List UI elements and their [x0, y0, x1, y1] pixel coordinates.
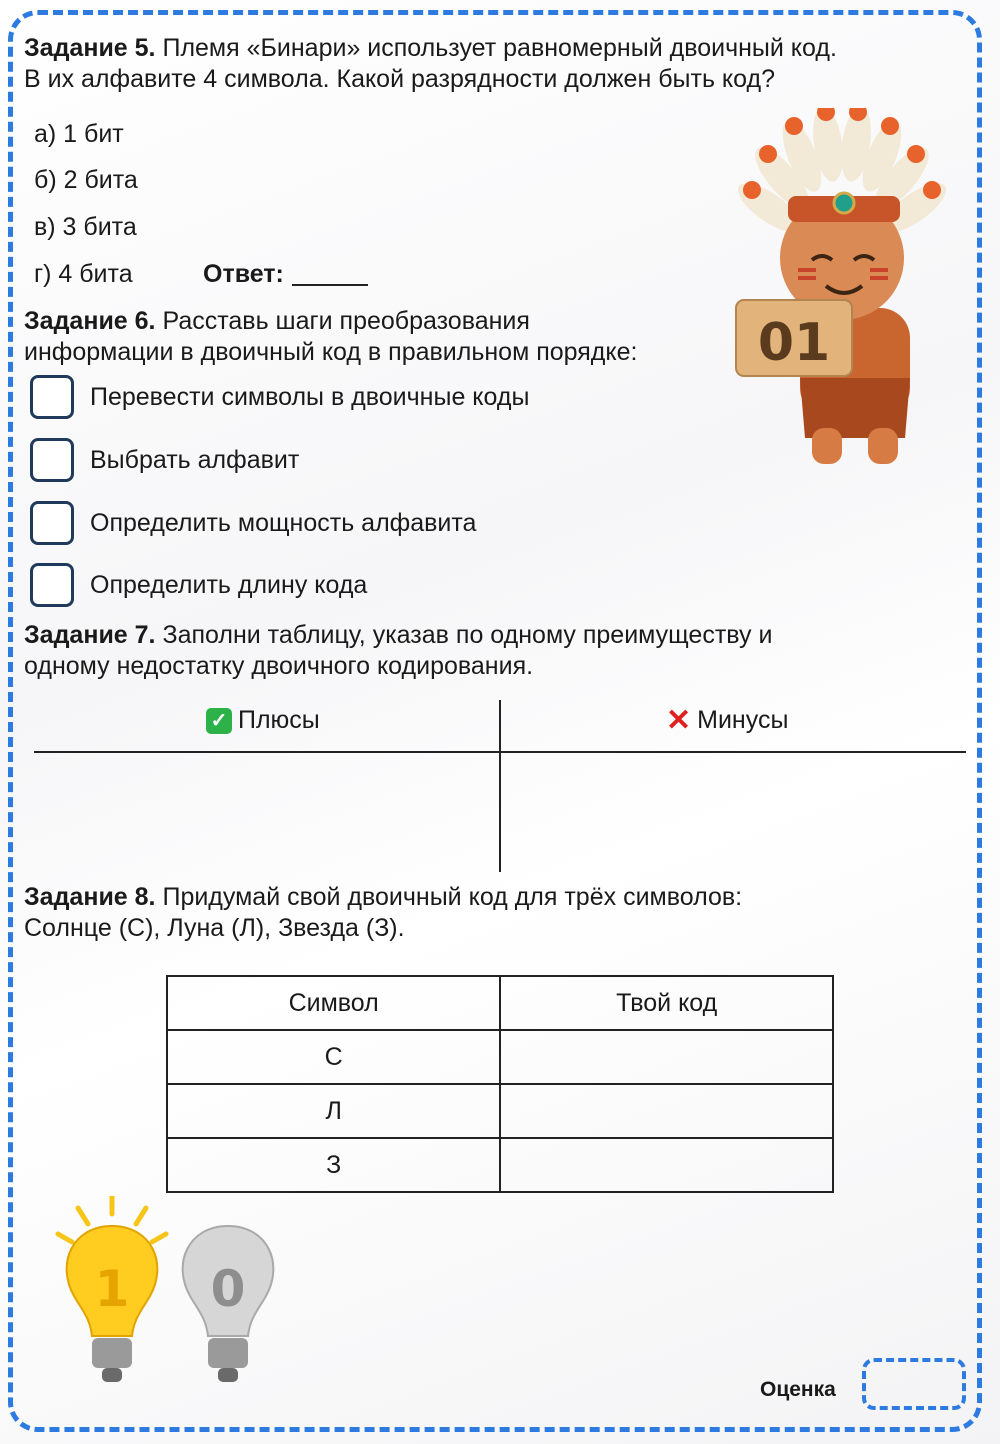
pros-label: Плюсы — [238, 706, 320, 734]
step-label: Выбрать алфавит — [90, 445, 300, 474]
task8-text — [24, 882, 742, 944]
task8-line2: Солнце (С), Луна (Л), Звезда (З). — [24, 914, 405, 942]
bulb-off-digit: 0 — [210, 1260, 246, 1318]
table-divider-vertical — [499, 700, 501, 872]
symbol-cell: З — [167, 1138, 500, 1192]
task5-option-c[interactable]: в) 3 бита — [34, 213, 137, 241]
task5-text — [24, 33, 837, 95]
step-item — [30, 374, 529, 420]
step-order-box[interactable] — [30, 375, 74, 419]
table-row — [167, 1084, 833, 1138]
task5-line2: В их алфавите 4 символа. Какой разрядности должен быть код? — [24, 65, 775, 93]
step-order-box[interactable] — [30, 438, 74, 482]
step-order-box[interactable] — [30, 563, 74, 607]
task5-label: Задание 5. — [24, 34, 156, 62]
task6-line2: информации в двоичный код в правильном порядке: — [24, 338, 638, 366]
answer-line[interactable] — [292, 284, 368, 286]
checkmark-icon: ✓ — [206, 708, 232, 734]
step-order-box[interactable] — [30, 501, 74, 545]
table-row — [167, 1138, 833, 1192]
task8-label: Задание 8. — [24, 883, 156, 911]
mascot-image — [730, 108, 970, 478]
symbol-cell: С — [167, 1030, 500, 1084]
code-input-cell[interactable] — [500, 1030, 833, 1084]
task6-line1: Расставь шаги преобразования — [162, 307, 530, 335]
step-label: Перевести символы в двоичные коды — [90, 382, 530, 411]
bulb-off-icon — [183, 1226, 274, 1382]
task7-text — [24, 620, 772, 682]
task8-line1: Придумай свой двоичный код для трёх символов: — [162, 883, 743, 911]
mascot-sign-text: 01 — [757, 313, 831, 373]
task6-label: Задание 6. — [24, 307, 156, 335]
cross-icon: ✕ — [666, 703, 692, 737]
task6-text — [24, 306, 637, 368]
cons-header — [666, 703, 789, 737]
column-header-symbol: Символ — [167, 976, 500, 1030]
grade-label: Оценка — [760, 1378, 836, 1401]
step-item — [30, 437, 299, 483]
code-input-cell[interactable] — [500, 1138, 833, 1192]
pros-header — [206, 706, 320, 735]
cons-label: Минусы — [697, 706, 789, 734]
task7-line2: одному недостатку двоичного кодирования. — [24, 652, 534, 680]
table-header-row — [167, 976, 833, 1030]
lightbulbs-image — [50, 1196, 290, 1396]
task7-line1: Заполни таблицу, указав по одному преимуществу и — [162, 621, 773, 649]
pros-answer-cell[interactable] — [34, 755, 497, 870]
symbol-cell: Л — [167, 1084, 500, 1138]
task5-line1: Племя «Бинари» использует равномерный двоичный код. — [162, 34, 837, 62]
task5-option-b[interactable]: б) 2 бита — [34, 166, 138, 194]
answer-label: Ответ: — [203, 260, 284, 288]
grade-box[interactable] — [862, 1358, 966, 1410]
step-item — [30, 500, 476, 546]
task7-label: Задание 7. — [24, 621, 156, 649]
pros-cons-table — [34, 700, 966, 872]
step-label: Определить мощность алфавита — [90, 508, 477, 537]
cons-answer-cell[interactable] — [503, 755, 966, 870]
bulb-on-icon — [58, 1196, 166, 1382]
task5-answer — [203, 260, 368, 289]
code-input-cell[interactable] — [500, 1084, 833, 1138]
code-table — [166, 975, 834, 1193]
bulb-on-digit: 1 — [94, 1260, 130, 1318]
task5-option-a[interactable]: а) 1 бит — [34, 120, 124, 148]
task5-option-d[interactable]: г) 4 бита — [34, 260, 133, 288]
step-item — [30, 562, 367, 608]
step-label: Определить длину кода — [90, 570, 368, 599]
column-header-code: Твой код — [500, 976, 833, 1030]
table-row — [167, 1030, 833, 1084]
